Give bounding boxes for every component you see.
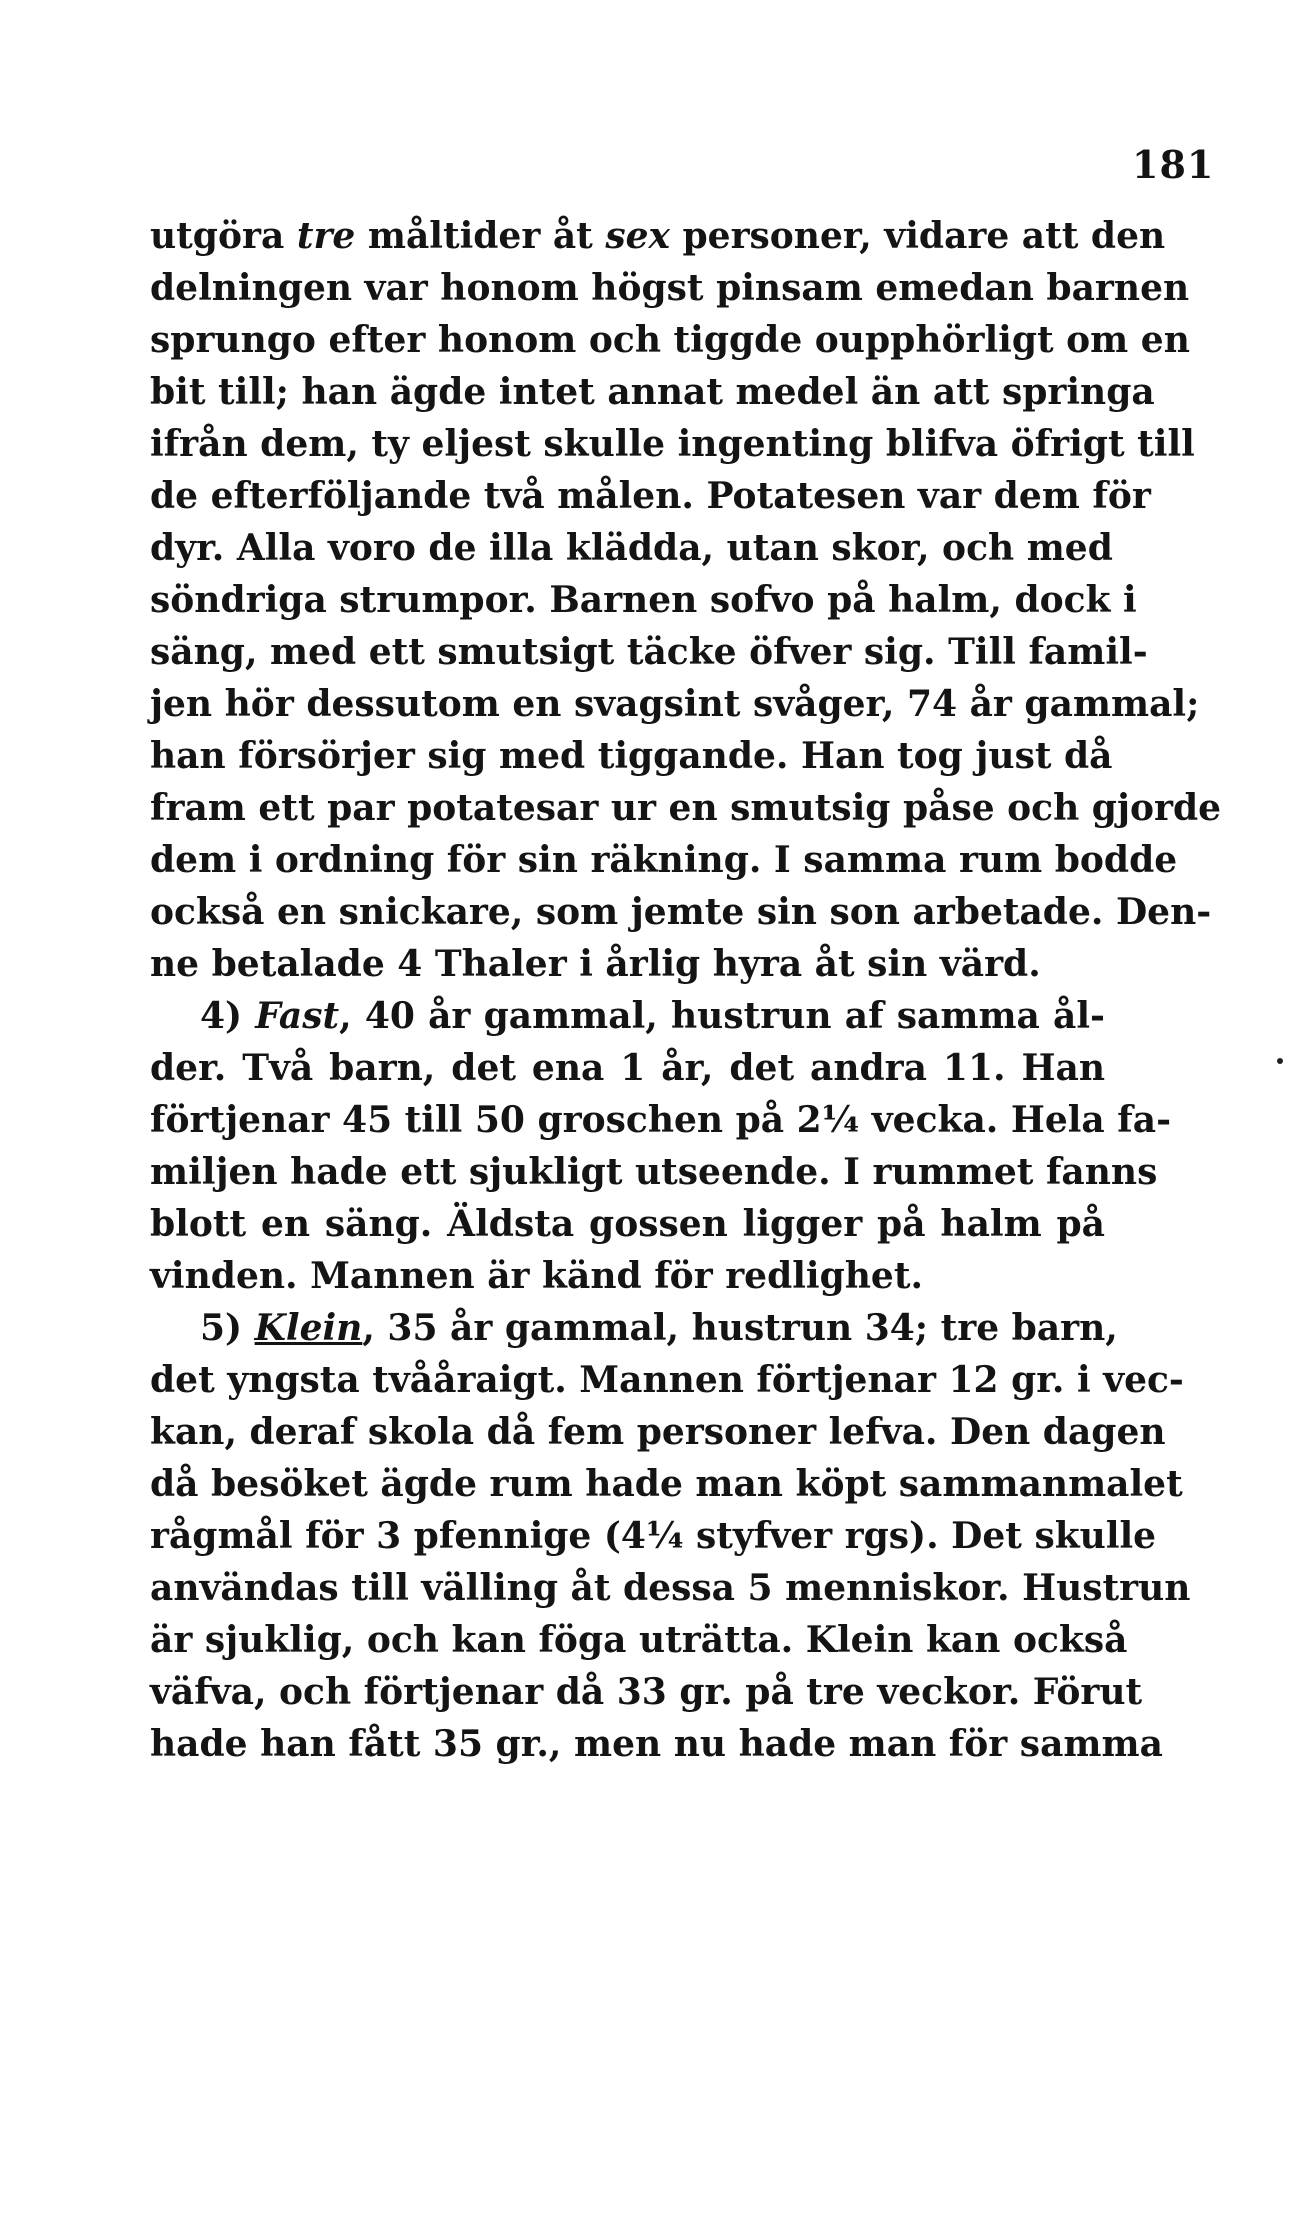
text-line: miljen hade ett sjukligt utseende. I rummet fanns bbox=[150, 1151, 1158, 1193]
text-line: fram ett par potatesar ur en smutsig påse och gjorde bbox=[150, 787, 1222, 829]
text-line: 4) Fast, 40 år gammal, hustrun af samma ål- bbox=[200, 995, 1105, 1037]
text-line: förtjenar 45 till 50 groschen på 2¼ vecka. Hela fa- bbox=[150, 1099, 1172, 1141]
text-line: dem i ordning för sin räkning. I samma rum bodde bbox=[150, 839, 1178, 881]
text-line: väfva, och förtjenar då 33 gr. på tre veckor. Förut bbox=[150, 1671, 1143, 1713]
text-line: blott en säng. Äldsta gossen ligger på halm på bbox=[150, 1203, 1105, 1245]
text-line: kan, deraf skola då fem personer lefva. Den dagen bbox=[150, 1411, 1166, 1453]
text-line: rågmål för 3 pfennige (4¼ styfver rgs). Det skulle bbox=[150, 1515, 1157, 1557]
text-line: bit till; han ägde intet annat medel än att springa bbox=[150, 371, 1155, 413]
text-line: då besöket ägde rum hade man köpt sammanmalet bbox=[150, 1463, 1183, 1505]
text-line: sprungo efter honom och tiggde oupphörligt om en bbox=[150, 319, 1190, 361]
text-line: användas till välling åt dessa 5 menniskor. Hustrun bbox=[150, 1567, 1191, 1609]
text-line: 5) Klein, 35 år gammal, hustrun 34; tre barn, bbox=[200, 1307, 1118, 1349]
text-line: jen hör dessutom en svagsint svåger, 74 år gammal; bbox=[150, 683, 1200, 725]
text-line: de efterföljande två målen. Potatesen var dem för bbox=[150, 475, 1151, 517]
text-line: han försörjer sig med tiggande. Han tog just då bbox=[150, 735, 1113, 777]
text-line: det yngsta tvååraigt. Mannen förtjenar 12 gr. i vec- bbox=[150, 1359, 1184, 1401]
text-line: söndriga strumpor. Barnen sofvo på halm, dock i bbox=[150, 579, 1137, 621]
text-line: hade han fått 35 gr., men nu hade man för samma bbox=[150, 1723, 1163, 1765]
text-line: utgöra tre måltider åt sex personer, vidare att den bbox=[150, 215, 1166, 257]
text-line: der. Två barn, det ena 1 år, det andra 11. Han bbox=[150, 1047, 1105, 1089]
text-line: ifrån dem, ty eljest skulle ingenting blifva öfrigt till bbox=[150, 423, 1195, 465]
text-line: också en snickare, som jemte sin son arbetade. Den- bbox=[150, 891, 1212, 933]
text-line: delningen var honom högst pinsam emedan barnen bbox=[150, 267, 1190, 309]
text-line: vinden. Mannen är känd för redlighet. bbox=[150, 1255, 923, 1297]
ink-speck bbox=[1277, 1058, 1283, 1064]
text-line: säng, med ett smutsigt täcke öfver sig. Till famil- bbox=[150, 631, 1148, 673]
text-line: är sjuklig, och kan föga uträtta. Klein kan också bbox=[150, 1619, 1128, 1661]
text-line: ne betalade 4 Thaler i årlig hyra åt sin värd. bbox=[150, 943, 1041, 985]
page-number: 181 bbox=[1132, 142, 1215, 187]
text-line: dyr. Alla voro de illa klädda, utan skor, och med bbox=[150, 527, 1113, 569]
